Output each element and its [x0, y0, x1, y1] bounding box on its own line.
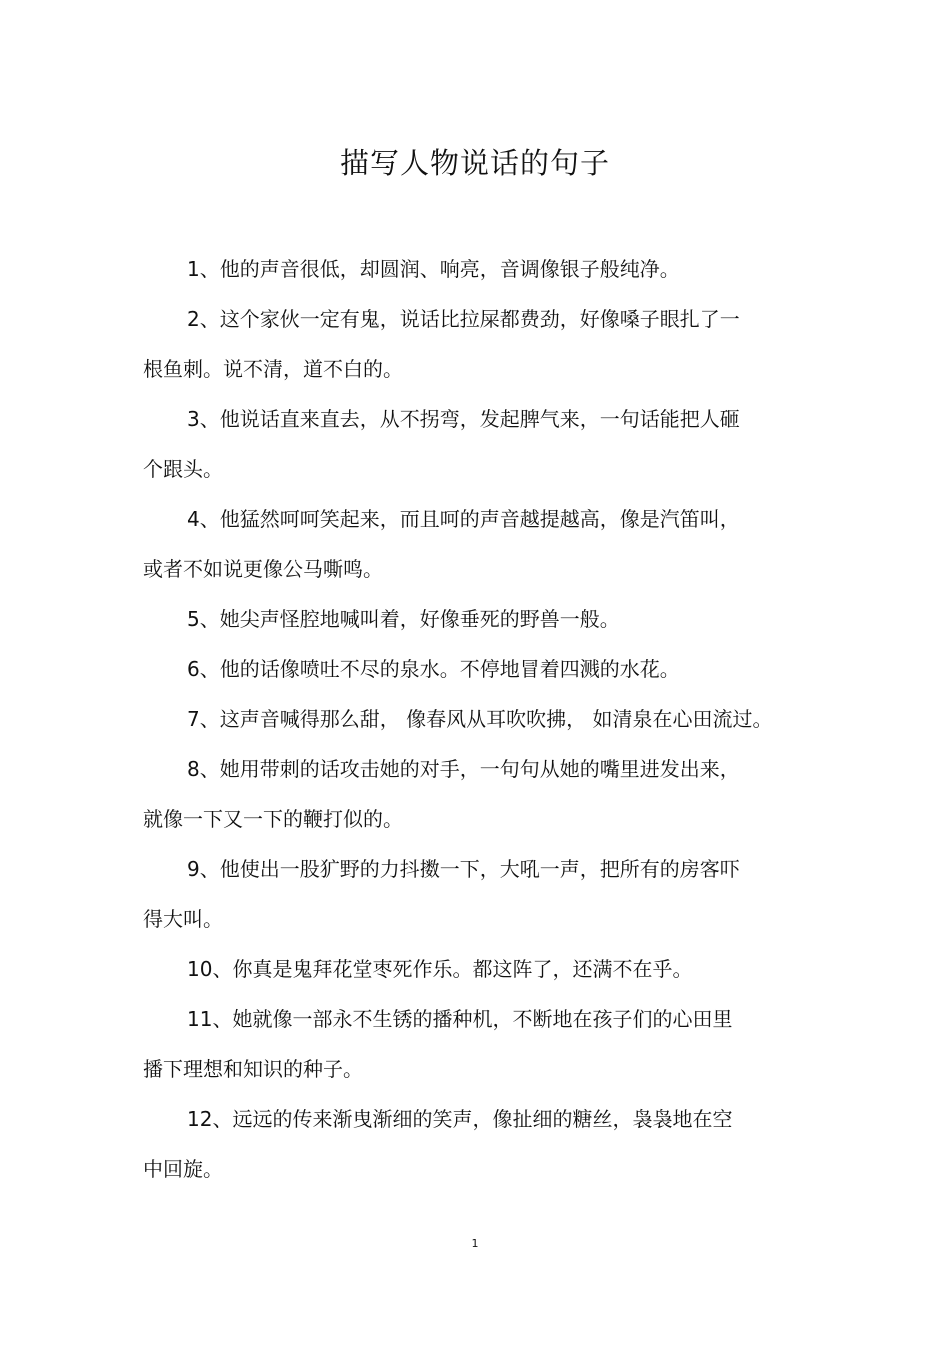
- text-line: 12、远远的传来渐曳渐细的笑声，像扯细的糖丝，袅袅地在空: [187, 1107, 733, 1131]
- text-line: 4、他猛然呵呵笑起来，而且呵的声音越提越高，像是汽笛叫，: [187, 507, 740, 531]
- text-line: 就像一下又一下的鞭打似的。: [143, 807, 403, 831]
- text-line: 9、他使出一股犷野的力抖擞一下，大吼一声，把所有的房客吓: [187, 857, 740, 881]
- text-line: 1、他的声音很低，却圆润、响亮，音调像银子般纯净。: [187, 257, 680, 281]
- document-body: [143, 253, 823, 1203]
- page-number: 1: [471, 1237, 479, 1250]
- text-line: 6、他的话像喷吐不尽的泉水。不停地冒着四溅的水花。: [187, 657, 680, 681]
- text-line: 3、他说话直来直去，从不拐弯，发起脾气来，一句话能把人砸: [187, 407, 740, 431]
- text-line: 7、这声音喊得那么甜， 像春风从耳吹吹拂， 如清泉在心田流过。: [187, 707, 773, 731]
- text-line: 播下理想和知识的种子。: [143, 1057, 363, 1081]
- text-line: 个跟头。: [143, 457, 223, 481]
- text-line: 10、你真是鬼拜花堂枣死作乐。都这阵了，还满不在乎。: [187, 957, 693, 981]
- page-title: 描写人物说话的句子: [339, 146, 610, 180]
- text-line: 2、这个家伙一定有鬼，说话比拉屎都费劲，好像嗓子眼扎了一: [187, 307, 740, 331]
- text-line: 根鱼刺。说不清，道不白的。: [143, 357, 403, 381]
- text-line: 11、她就像一部永不生锈的播种机，不断地在孩子们的心田里: [187, 1007, 733, 1031]
- text-line: 或者不如说更像公马嘶鸣。: [143, 557, 383, 581]
- text-line: 中回旋。: [143, 1157, 223, 1181]
- text-line: 8、她用带刺的话攻击她的对手，一句句从她的嘴里进发出来，: [187, 757, 740, 781]
- text-line: 得大叫。: [143, 907, 223, 931]
- text-line: 5、她尖声怪腔地喊叫着，好像垂死的野兽一般。: [187, 607, 620, 631]
